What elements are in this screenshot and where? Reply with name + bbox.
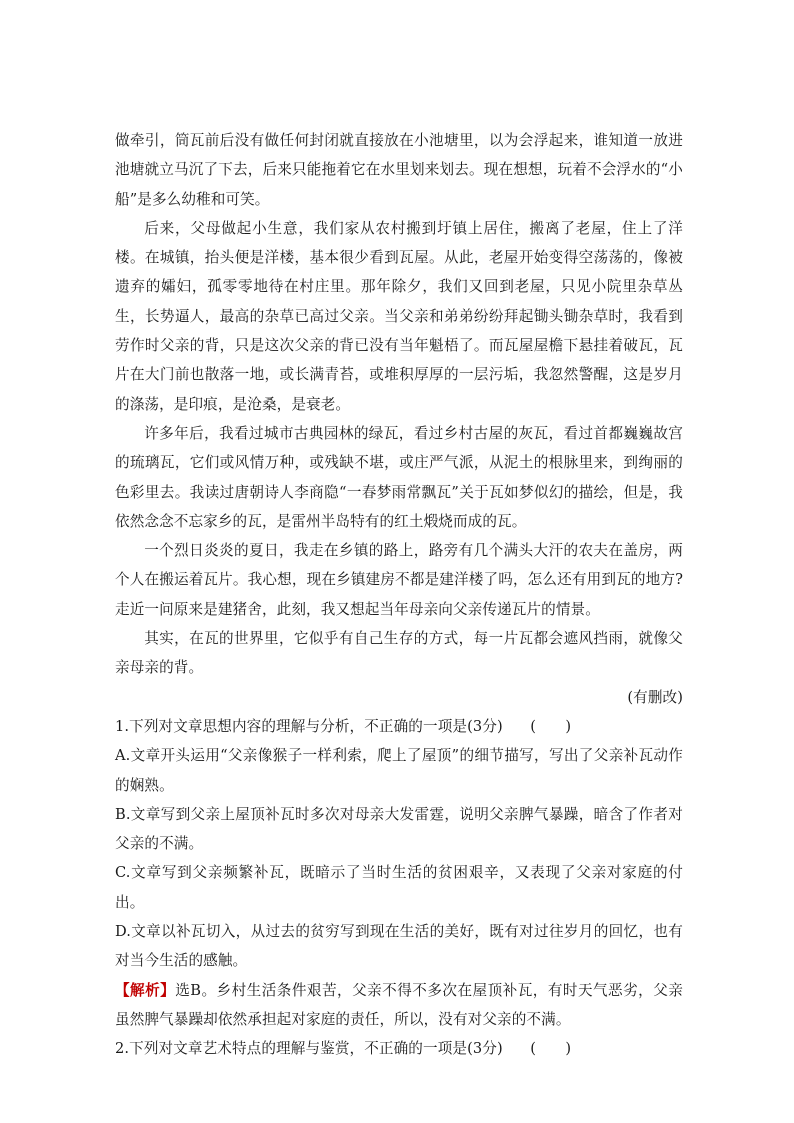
passage-paragraph-2: 后来，父母做起小生意，我们家从农村搬到圩镇上居住，搬离了老屋，住上了洋楼。在城镇，抬头便是洋楼，基本很少看到瓦屋。从此，老屋开始变得空荡荡的，像被遗弃的孀妇，孤零零地待在村庄里。那年除夕，我们又回到老屋，只见小院里杂草丛生，长势逼人，最高的杂草已高过父亲。当父亲和弟弟纷纷拜起锄头锄杂草时，我看到劳作时父亲的背，只是这次父亲的背已没有当年魁梧了。而瓦屋屋檐下悬挂着破瓦，瓦片在大门前也散落一地，或长满青苔，或堆积厚厚的一层污垢，我忽然警醒，这是岁月的涤荡，是印痕，是沧桑，是衰老。 [115,219,683,413]
passage-paragraph-3: 许多年后，我看过城市古典园林的绿瓦，看过乡村古屋的灰瓦，看过首都巍巍故宫的琉璃瓦，它们或风情万种，或残缺不堪，或庄严气派，从泥土的根脉里来，到绚丽的色彩里去。我读过唐朝诗人李商隐“一春梦雨常飘瓦”关于瓦如梦似幻的描绘，但是，我依然念念不忘家乡的瓦，是雷州半岛特有的红土煅烧而成的瓦。 [115,424,683,530]
question-1-option-a: A.文章开头运用“父亲像猴子一样利索，爬上了屋顶”的细节描写，写出了父亲补瓦动作的娴熟。 [115,747,683,794]
question-1-stem [115,712,683,741]
analysis-label: 【解析】 [115,981,176,999]
question-2-text: 2.下列对文章艺术特点的理解与鉴赏，不正确的一项是(3分) [115,1040,503,1058]
document-body [115,126,683,1064]
question-2-answer-blank: ( ) [530,1040,572,1058]
source-note: (有删改) [627,688,683,706]
question-1-analysis [115,976,683,1035]
passage-paragraph-5: 其实，在瓦的世界里，它似乎有自己生存的方式，每一片瓦都会遮风挡雨，就像父亲母亲的背。 [115,630,683,677]
passage-paragraph-4: 一个烈日炎炎的夏日，我走在乡镇的路上，路旁有几个满头大汗的农夫在盖房，两个人在搬运着瓦片。我心想，现在乡镇建房不都是建洋楼了吗，怎么还有用到瓦的地方?走近一问原来是建猪舍，此刻，我又想起当年母亲向父亲传递瓦片的情景。 [115,542,683,618]
question-1-answer-blank: ( ) [530,717,572,735]
question-1-option-d: D.文章以补瓦切入，从过去的贫穷写到现在生活的美好，既有对过往岁月的回忆，也有对当今生活的感触。 [115,923,683,970]
analysis-text: 选B。乡村生活条件艰苦，父亲不得不多次在屋顶补瓦，有时天气恶劣，父亲虽然脾气暴躁却依然承担起对家庭的责任，所以，没有对父亲的不满。 [115,981,683,1028]
question-1-option-b: B.文章写到父亲上屋顶补瓦时多次对母亲大发雷霆，说明父亲脾气暴躁，暗含了作者对父亲的不满。 [115,805,683,853]
question-1-text: 1.下列对文章思想内容的理解与分析，不正确的一项是(3分) [115,717,503,735]
question-2-stem [115,1034,683,1063]
passage-paragraph-1: 做牵引，筒瓦前后没有做任何封闭就直接放在小池塘里，以为会浮起来，谁知道一放进池塘就立马沉了下去，后来只能拖着它在水里划来划去。现在想想，玩着不会浮水的“小船”是多么幼稚和可笑。 [115,132,683,208]
question-1-option-c: C.文章写到父亲频繁补瓦，既暗示了当时生活的贫困艰辛，又表现了父亲对家庭的付出。 [115,864,683,911]
